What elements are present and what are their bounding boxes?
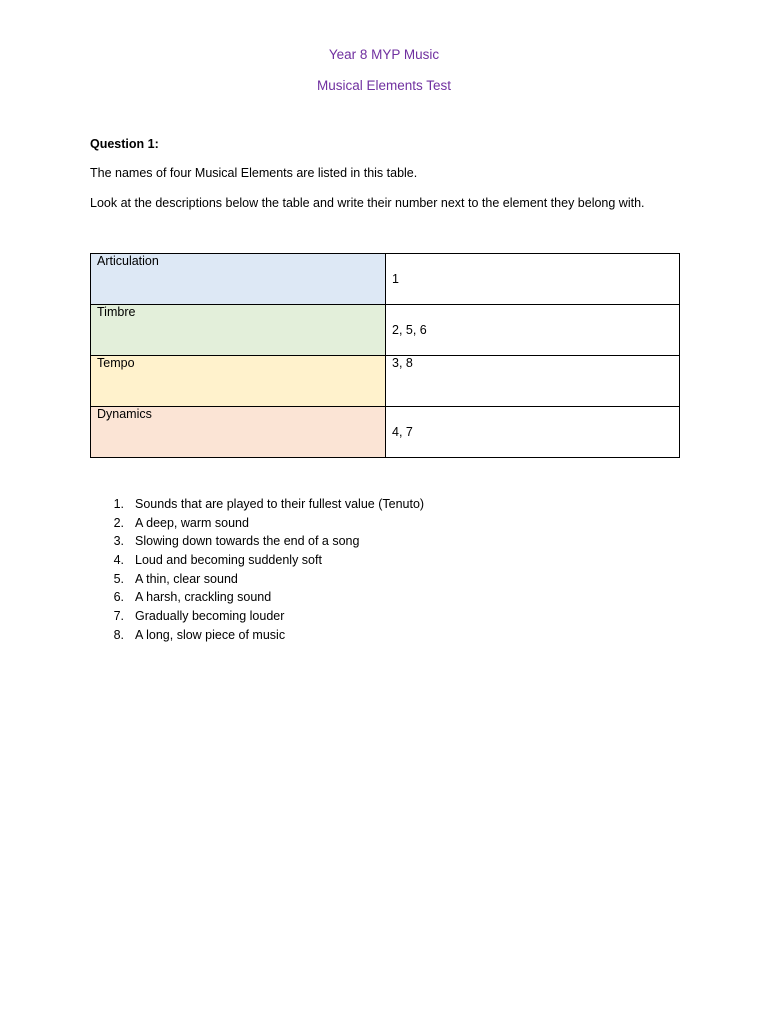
list-text: Sounds that are played to their fullest value (Tenuto) (135, 497, 425, 511)
list-item (90, 588, 424, 607)
list-number: 2. (113, 515, 124, 530)
list-number: 3. (113, 534, 124, 549)
document-title: Year 8 MYP Music (328, 47, 440, 62)
list-text: A thin, clear sound (135, 571, 238, 586)
list-item (90, 532, 424, 551)
list-item (90, 607, 424, 626)
list-number: 1. (113, 497, 124, 511)
table-row (91, 407, 680, 458)
question-heading: Question 1: (90, 137, 159, 151)
element-cell-dynamics: Dynamics (91, 407, 386, 458)
list-item (90, 570, 424, 589)
document-subtitle: Musical Elements Test (316, 78, 452, 93)
question-instruction: Look at the descriptions below the table and write their number next to the element they belong with. (90, 196, 645, 210)
elements-table (90, 253, 680, 458)
answer-cell-dynamics[interactable]: 4, 7 (386, 407, 680, 458)
list-item (90, 626, 424, 645)
answer-cell-articulation[interactable]: 1 (386, 254, 680, 305)
list-text: Gradually becoming louder (135, 609, 285, 624)
list-text: A long, slow piece of music (135, 627, 286, 642)
list-item (90, 551, 424, 570)
element-cell-timbre: Timbre (91, 305, 386, 356)
descriptions-list (90, 495, 424, 645)
element-cell-articulation: Articulation (91, 254, 386, 305)
table-row (91, 356, 680, 407)
list-text: Loud and becoming suddenly soft (135, 553, 322, 568)
list-item (90, 495, 424, 514)
list-number: 7. (113, 609, 124, 624)
answer-cell-tempo[interactable]: 3, 8 (386, 356, 680, 407)
element-cell-tempo: Tempo (91, 356, 386, 407)
list-number: 5. (113, 571, 124, 586)
list-item (90, 514, 424, 533)
question-intro: The names of four Musical Elements are listed in this table. (90, 166, 418, 180)
list-number: 4. (113, 553, 124, 568)
list-text: Slowing down towards the end of a song (135, 534, 360, 549)
list-number: 8. (113, 627, 124, 642)
table-row (91, 254, 680, 305)
answer-cell-timbre[interactable]: 2, 5, 6 (386, 305, 680, 356)
list-text: A deep, warm sound (135, 515, 249, 530)
list-number: 6. (113, 590, 124, 605)
table-row (91, 305, 680, 356)
list-text: A harsh, crackling sound (135, 590, 272, 605)
